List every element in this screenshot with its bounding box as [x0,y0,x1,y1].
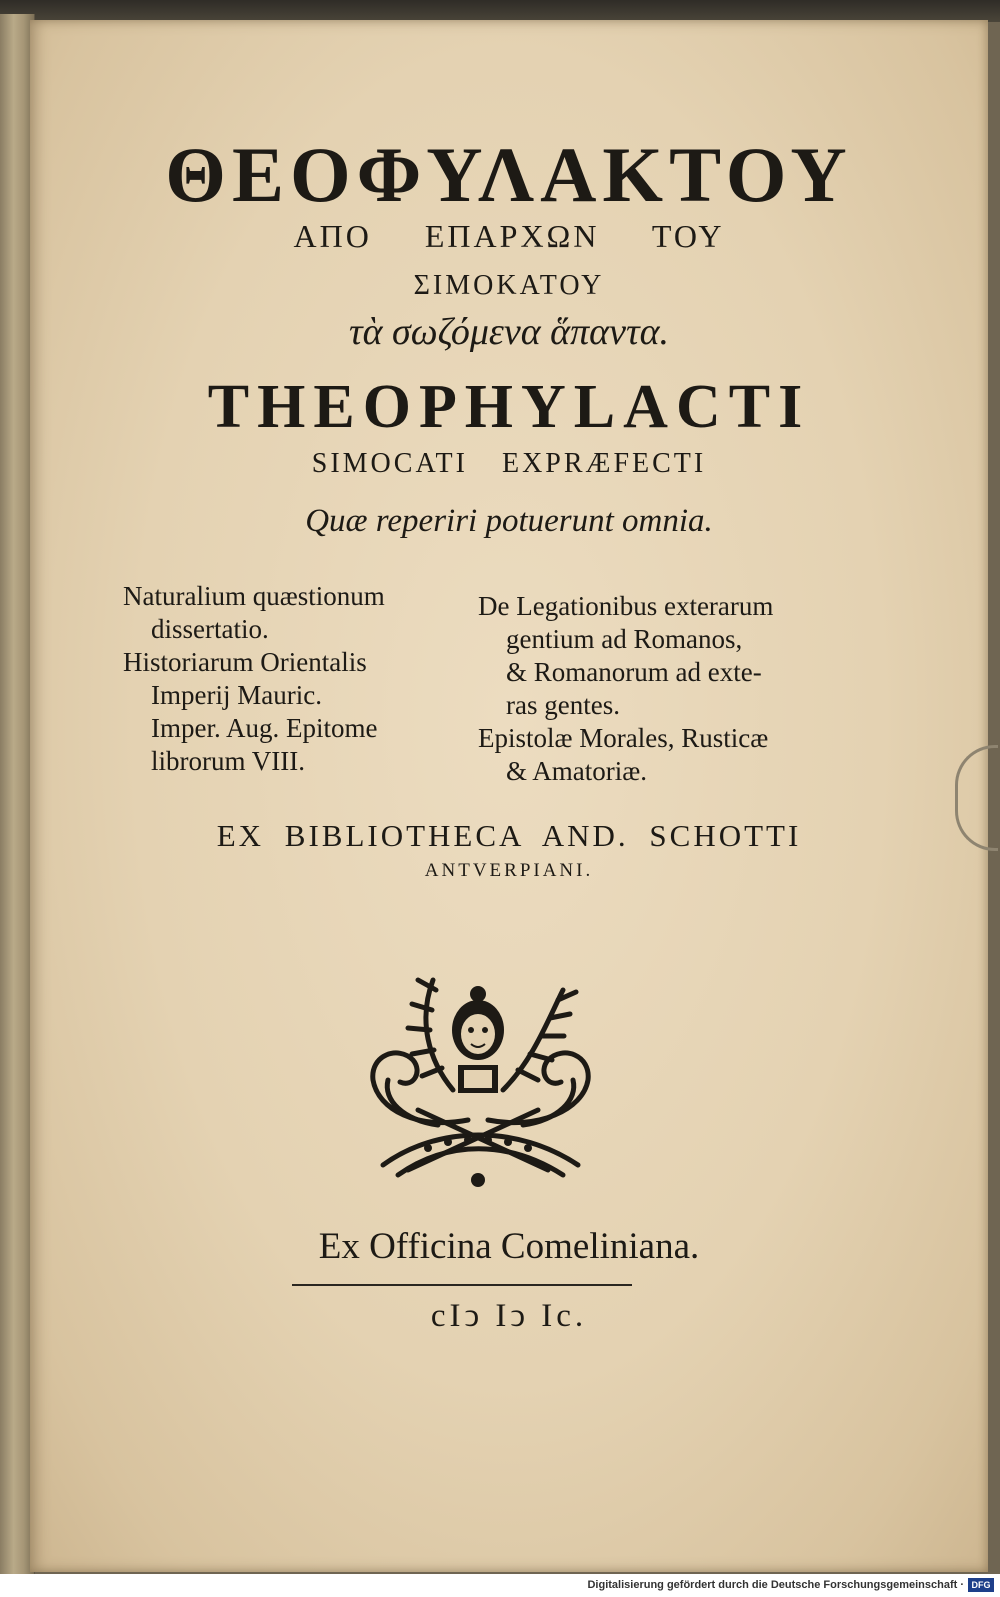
contents-line: & Amatoriæ. [506,756,647,786]
title-page [30,20,988,1572]
dfg-logo-icon: DFG [968,1578,994,1592]
greek-title-line3: ΣΙΜΟΚΑΤΟΥ [413,270,605,301]
contents-left-column [123,580,483,778]
contents-line: Epistolæ Morales, Rusticæ [478,723,769,753]
contents-line: Imper. Aug. Epitome [151,713,378,743]
contents-line: ras gentes. [506,690,620,720]
contents-line: De Legationibus exterarum [478,591,774,621]
contents-line: Naturalium quæstionum [123,581,385,611]
library-source: EX BIBLIOTHECA AND. SCHOTTI [216,818,802,853]
contents-line: dissertatio. [151,614,269,644]
greek-title-line2: ΑΠΟ ΕΠΑΡΧΩΝ ΤΟΥ [293,218,725,254]
imprint-rule [292,1284,632,1286]
printer-imprint: Ex Officina Comeliniana. [318,1226,700,1267]
contents-line: Imperij Mauric. [151,680,322,710]
printer-device-woodcut-icon [358,960,598,1190]
greek-title-line4: τὰ σωζόμενα ἅπαντα. [348,311,670,353]
latin-title-line2: SIMOCATI EXPRÆFECTI [311,448,707,479]
scan-top-border [0,0,1000,22]
library-source-city: ANTVERPIANI. [424,860,594,881]
imprint-date: cIↄ Iↄ Ic. [430,1298,588,1334]
latin-title-line3: Quæ reperiri potuerunt omnia. [305,503,713,539]
contents-line: gentium ad Romanos, [506,624,743,654]
scan-footer [0,1574,1000,1597]
contents-line: & Romanorum ad exte- [506,657,762,687]
contents-line: librorum VIII. [151,746,305,776]
contents-line: Historiarum Orientalis [123,647,367,677]
contents-right-column [478,590,838,788]
funding-notice: Digitalisierung gefördert durch die Deutsche Forschungsgemeinschaft · [587,1579,964,1591]
latin-title-author: THEOPHYLACTI [207,373,811,441]
greek-title-author: ΘΕΟΦΥΛΑΚΤΟΥ [165,131,853,218]
